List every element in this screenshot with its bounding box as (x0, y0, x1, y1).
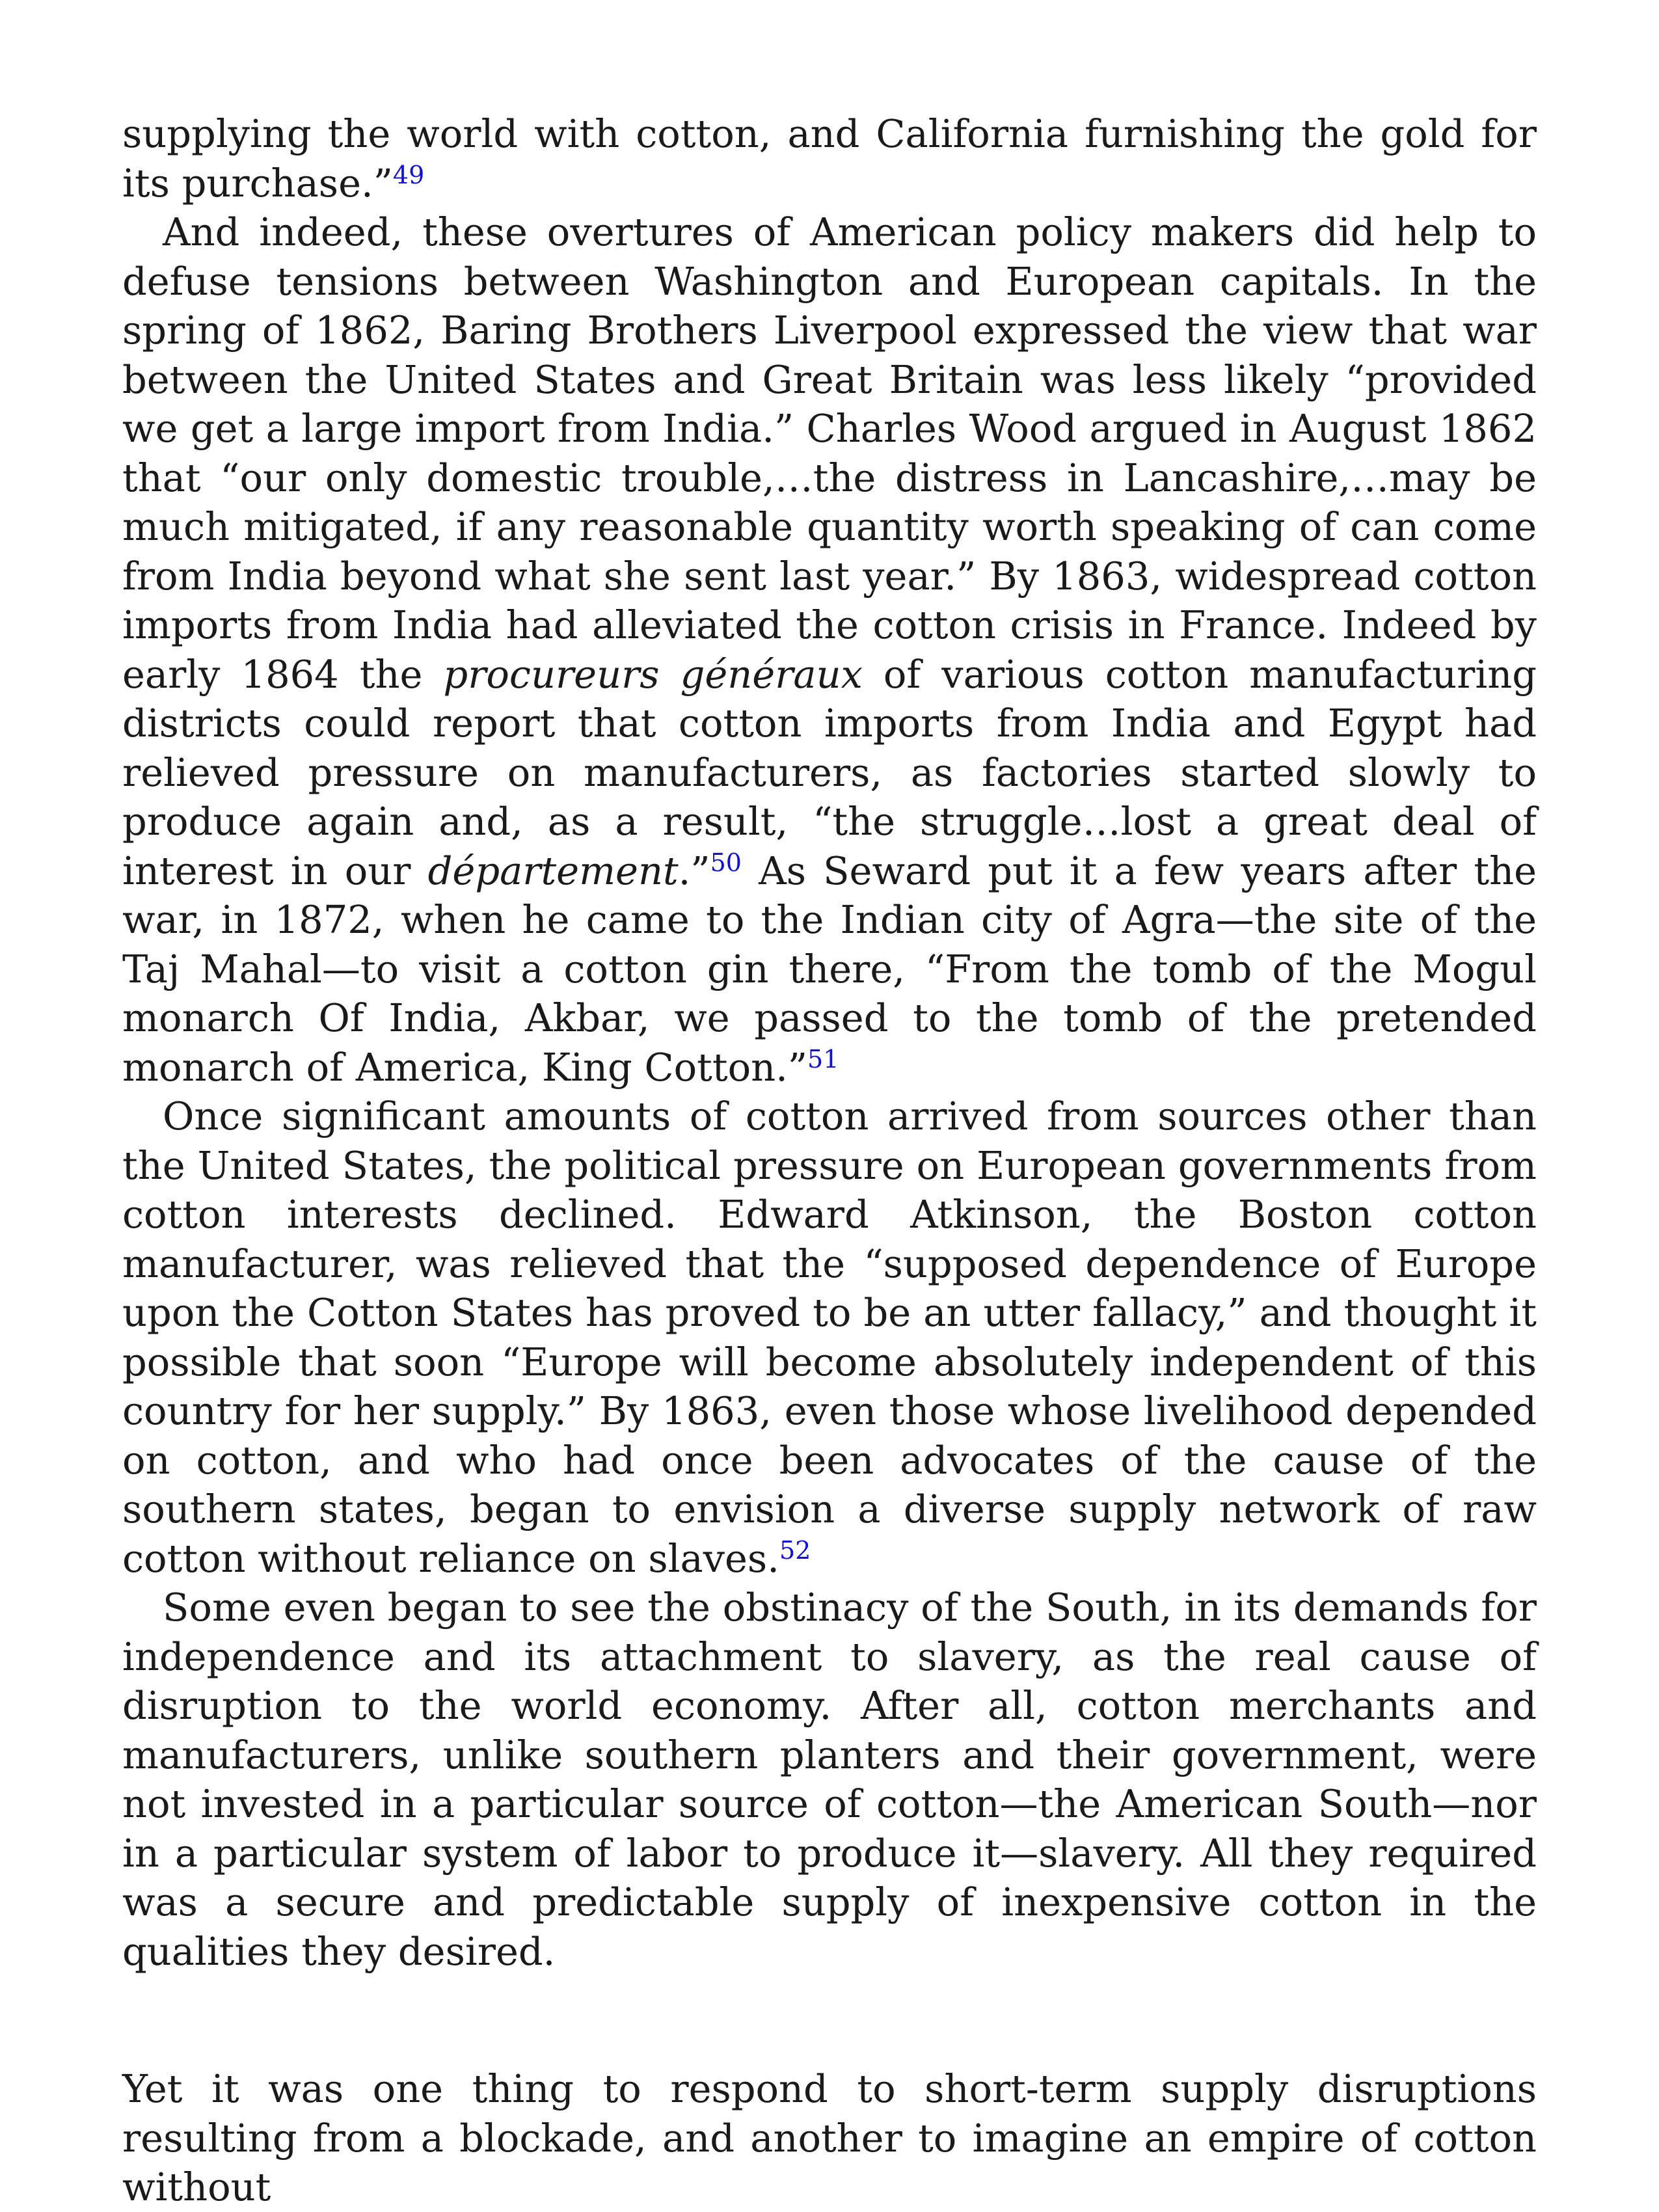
paragraph-text: Some even began to see the obstinacy of the South, in its demands for independence and its attachment to slavery, as the real cause of disruption to the world economy. After all, cotton merchants and manufacturers, unlike southern planters and their government, were not invested in a particular source of cotton—the American South—nor in a particular system of labor to produce it—slavery. All they required was a secure and predictable supply of inexpensive cotton in the qualities they desired. (122, 1585, 1537, 1974)
paragraph-obstinacy (122, 1583, 1537, 1976)
paragraph-section-start (122, 2064, 1537, 2212)
paragraph-text: Once significant amounts of cotton arrived from sources other than the United States, the political pressure on European governments from cotton interests declined. Edward Atkinson, the Boston cotton manufacturer, was relieved that the “supposed dependence of Europe upon the Cotton States has proved to be an utter fallacy,” and thought it possible that soon “Europe will become absolutely independent of this country for her supply.” By 1863, even those whose livelihood depended on cotton, and who had once been advocates of the cause of the southern states, began to envision a diverse supply network of raw cotton without reliance on slaves. (122, 1094, 1537, 1581)
italic-term: département (427, 848, 679, 893)
paragraph-text: Yet it was one thing to respond to short-term supply disruptions resulting from a blockade, and another to imagine an empire of cotton without (122, 2066, 1537, 2209)
section-break (122, 1976, 1537, 2064)
paragraph-text: And indeed, these overtures of American policy makers did help to defuse tensions between Washington and European capitals. In the spring of 1862, Baring Brothers Liverpool expressed the view that war between the United States and Great Britain was less likely “provided we get a large import from India.” Charles Wood argued in August 1862 that “our only domestic trouble,…the distress in Lancashire,…may be much mitigated, if any reasonable quantity worth speaking of can come from India beyond what she sent last year.” By 1863, widespread cotton imports from India had alleviated the cotton crisis in France. Indeed by early 1864 the (122, 209, 1537, 697)
footnote-ref-51[interactable]: 51 (807, 1044, 839, 1073)
footnote-ref-50[interactable]: 50 (710, 848, 742, 877)
italic-term: procureurs généraux (443, 651, 863, 697)
paragraph-text: .” (678, 848, 710, 893)
paragraph-text: As Seward put it a few years after the war, in 1872, when he came to the Indian city of Agra—the site of the Taj Mahal—to visit a cotton gin there, “From the tomb of the Mogul monarch Of India, Akbar, we passed to the tomb of the pretended monarch of America, King Cotton.” (122, 848, 1537, 1090)
paragraph-continued (122, 109, 1537, 208)
footnote-ref-52[interactable]: 52 (779, 1535, 811, 1565)
book-page (122, 109, 1537, 2212)
footnote-ref-49[interactable]: 49 (392, 160, 425, 189)
paragraph-overtures (122, 208, 1537, 1092)
paragraph-text: of various cotton manufacturing districts could report that cotton imports from India and Egypt had relieved pressure on manufacturers, as factories started slowly to produce again and, as a result, “the struggle…lost a great deal of interest in our (122, 651, 1537, 893)
paragraph-text: supplying the world with cotton, and California furnishing the gold for its purchase.” (122, 111, 1537, 206)
paragraph-political-pressure (122, 1092, 1537, 1583)
